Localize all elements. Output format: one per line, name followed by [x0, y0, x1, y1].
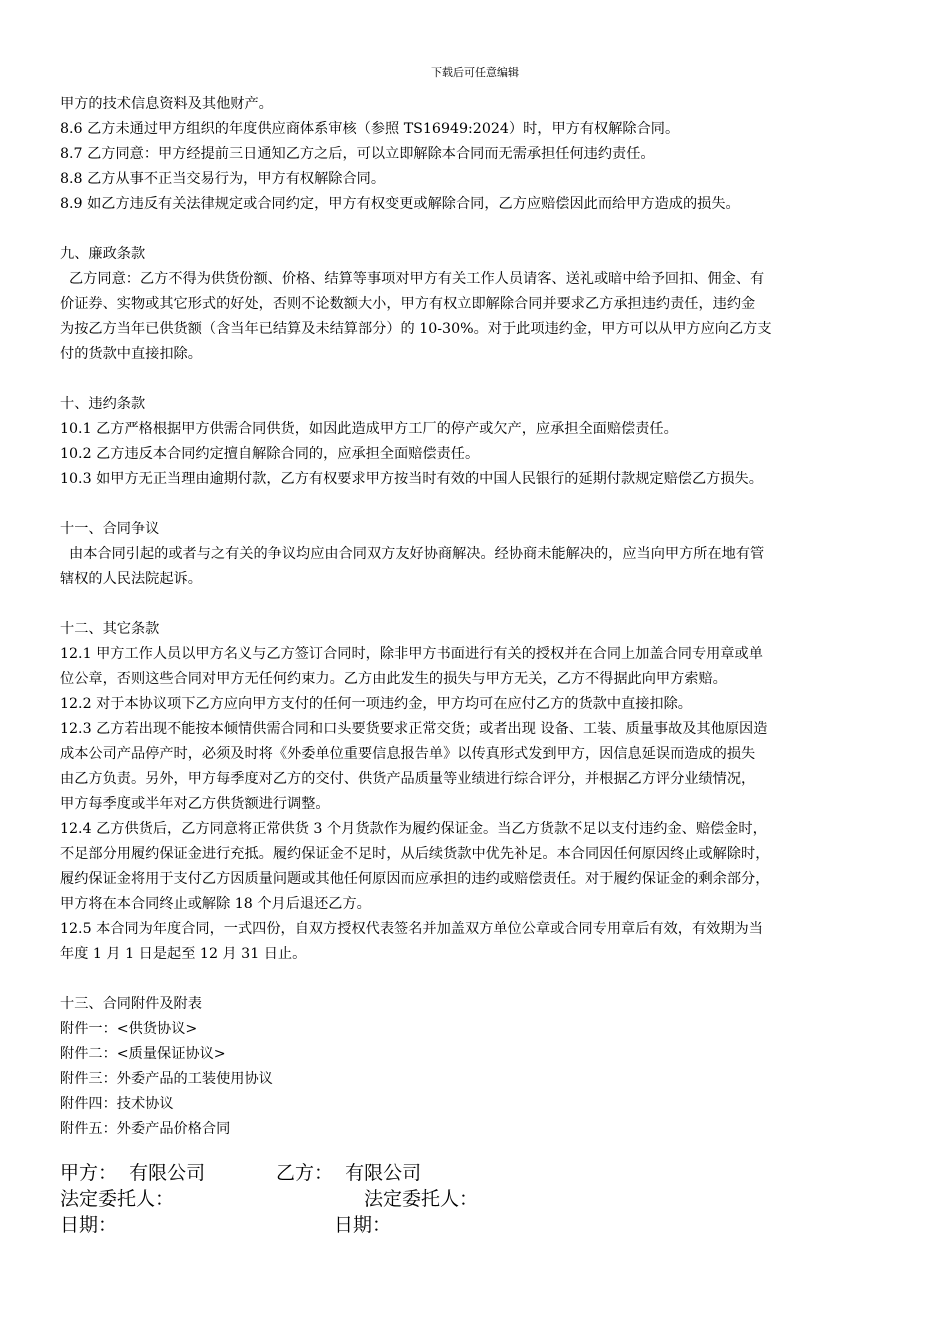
text-line: 8.7 乙方同意：甲方经提前三日通知乙方之后，可以立即解除本合同而无需承担任何违约责任。: [60, 146, 655, 162]
signature-block: [60, 1160, 890, 1238]
party-a-label: 甲方： 有限公司: [60, 1162, 206, 1184]
attachment-item: 附件三：外委产品的工装使用协议: [60, 1071, 273, 1087]
clause-section-9: [60, 242, 890, 367]
clause-section-12: [60, 617, 890, 967]
clause-section-8: [60, 92, 890, 217]
text-line: 12.1 甲方工作人员以甲方名义与乙方签订合同时，除非甲方书面进行有关的授权并在合同上加盖合同专用章或单: [60, 646, 763, 662]
section-heading: 十一、合同争议: [60, 521, 160, 537]
paragraph-gap: [60, 217, 890, 242]
text-line: 甲方将在本合同终止或解除 18 个月后退还乙方。: [60, 896, 371, 912]
paragraph-gap: [60, 492, 890, 517]
text-line: 付的货款中直接扣除。: [60, 346, 202, 362]
signature-row-agents: [60, 1186, 890, 1212]
text-line: 辖权的人民法院起诉。: [60, 571, 202, 587]
attachment-item: 附件五：外委产品价格合同: [60, 1121, 231, 1137]
text-line: 12.3 乙方若出现不能按本倾情供需合同和口头要货要求正常交货；或者出现 设备、工装、质量事故及其他原因造: [60, 721, 768, 737]
text-line: 10.1 乙方严格根据甲方供需合同供货，如因此造成甲方工厂的停产或欠产，应承担全面赔偿责任。: [60, 421, 678, 437]
section-heading: 十、违约条款: [60, 396, 146, 412]
text-line: 由本合同引起的或者与之有关的争议均应由合同双方友好协商解决。经协商未能解决的，应当向甲方所在地有管: [60, 546, 765, 562]
attachment-item: 附件四：技术协议: [60, 1096, 174, 1112]
section-heading: 十二、其它条款: [60, 621, 160, 637]
text-line: 8.8 乙方从事不正当交易行为，甲方有权解除合同。: [60, 171, 386, 187]
agent-b-label: 法定委托人：: [364, 1188, 479, 1210]
text-line: 甲方的技术信息资料及其他财产。: [60, 96, 273, 112]
section-heading: 十三、合同附件及附表: [60, 996, 202, 1012]
party-b-label: 乙方： 有限公司: [276, 1162, 422, 1184]
paragraph-gap: [60, 967, 890, 992]
text-line: 履约保证金将用于支付乙方因质量问题或其他任何原因而应承担的违约或赔偿责任。对于履约保证金的剩余部分，: [60, 871, 770, 887]
clause-section-13: [60, 992, 890, 1142]
signature-row-parties: [60, 1160, 890, 1186]
text-line: 位公章，否则这些合同对甲方无任何约束力。乙方由此发生的损失与甲方无关，乙方不得据此向甲方索赔。: [60, 671, 727, 687]
contract-body: [60, 92, 890, 1142]
signature-row-dates: [60, 1212, 890, 1238]
attachment-item: 附件二：<质量保证协议>: [60, 1046, 226, 1062]
agent-a-label: 法定委托人：: [60, 1188, 175, 1210]
date-a-label: 日期：: [60, 1214, 118, 1236]
paragraph-gap: [60, 367, 890, 392]
date-b-label: 日期：: [334, 1214, 392, 1236]
text-line: 年度 1 月 1 日是起至 12 月 31 日止。: [60, 946, 307, 962]
text-line: 8.9 如乙方违反有关法律规定或合同约定，甲方有权变更或解除合同，乙方应赔偿因此而给甲方造成的损失。: [60, 196, 740, 212]
clause-section-11: [60, 517, 890, 592]
paragraph-gap: [60, 592, 890, 617]
text-line: 10.3 如甲方无正当理由逾期付款，乙方有权要求甲方按当时有效的中国人民银行的延期付款规定赔偿乙方损失。: [60, 471, 763, 487]
text-line: 不足部分用履约保证金进行充抵。履约保证金不足时，从后续货款中优先补足。本合同因任何原因终止或解除时，: [60, 846, 770, 862]
text-line: 价证券、实物或其它形式的好处，否则不论数额大小，甲方有权立即解除合同并要求乙方承担违约责任，违约金: [60, 296, 756, 312]
text-line: 12.2 对于本协议项下乙方应向甲方支付的任何一项违约金，甲方均可在应付乙方的货款中直接扣除。: [60, 696, 692, 712]
text-line: 12.4 乙方供货后，乙方同意将正常供货 3 个月货款作为履约保证金。当乙方货款不足以支付违约金、赔偿金时，: [60, 821, 767, 837]
text-line: 甲方每季度或半年对乙方供货额进行调整。: [60, 796, 330, 812]
text-line: 成本公司产品停产时，必须及时将《外委单位重要信息报告单》以传真形式发到甲方，因信息延误而造成的损失: [60, 746, 756, 762]
section-heading: 九、廉政条款: [60, 246, 146, 262]
attachment-item: 附件一：<供货协议>: [60, 1021, 198, 1037]
text-line: 乙方同意：乙方不得为供货份额、价格、结算等事项对甲方有关工作人员请客、送礼或暗中给予回扣、佣金、有: [60, 271, 765, 287]
text-line: 为按乙方当年已供货额（含当年已结算及未结算部分）的 10-30%。对于此项违约金，甲方可以从甲方应向乙方支: [60, 321, 772, 337]
text-line: 8.6 乙方未通过甲方组织的年度供应商体系审核（参照 TS16949:2024）时，甲方有权解除合同。: [60, 121, 680, 137]
text-line: 12.5 本合同为年度合同，一式四份，自双方授权代表签名并加盖双方单位公章或合同专用章后有效，有效期为当: [60, 921, 763, 937]
clause-section-10: [60, 392, 890, 492]
text-line: 10.2 乙方违反本合同约定擅自解除合同的，应承担全面赔偿责任。: [60, 446, 480, 462]
text-line: 由乙方负责。另外，甲方每季度对乙方的交付、供货产品质量等业绩进行综合评分，并根据乙方评分业绩情况，: [60, 771, 756, 787]
page-header: 下载后可任意编辑: [431, 66, 519, 79]
